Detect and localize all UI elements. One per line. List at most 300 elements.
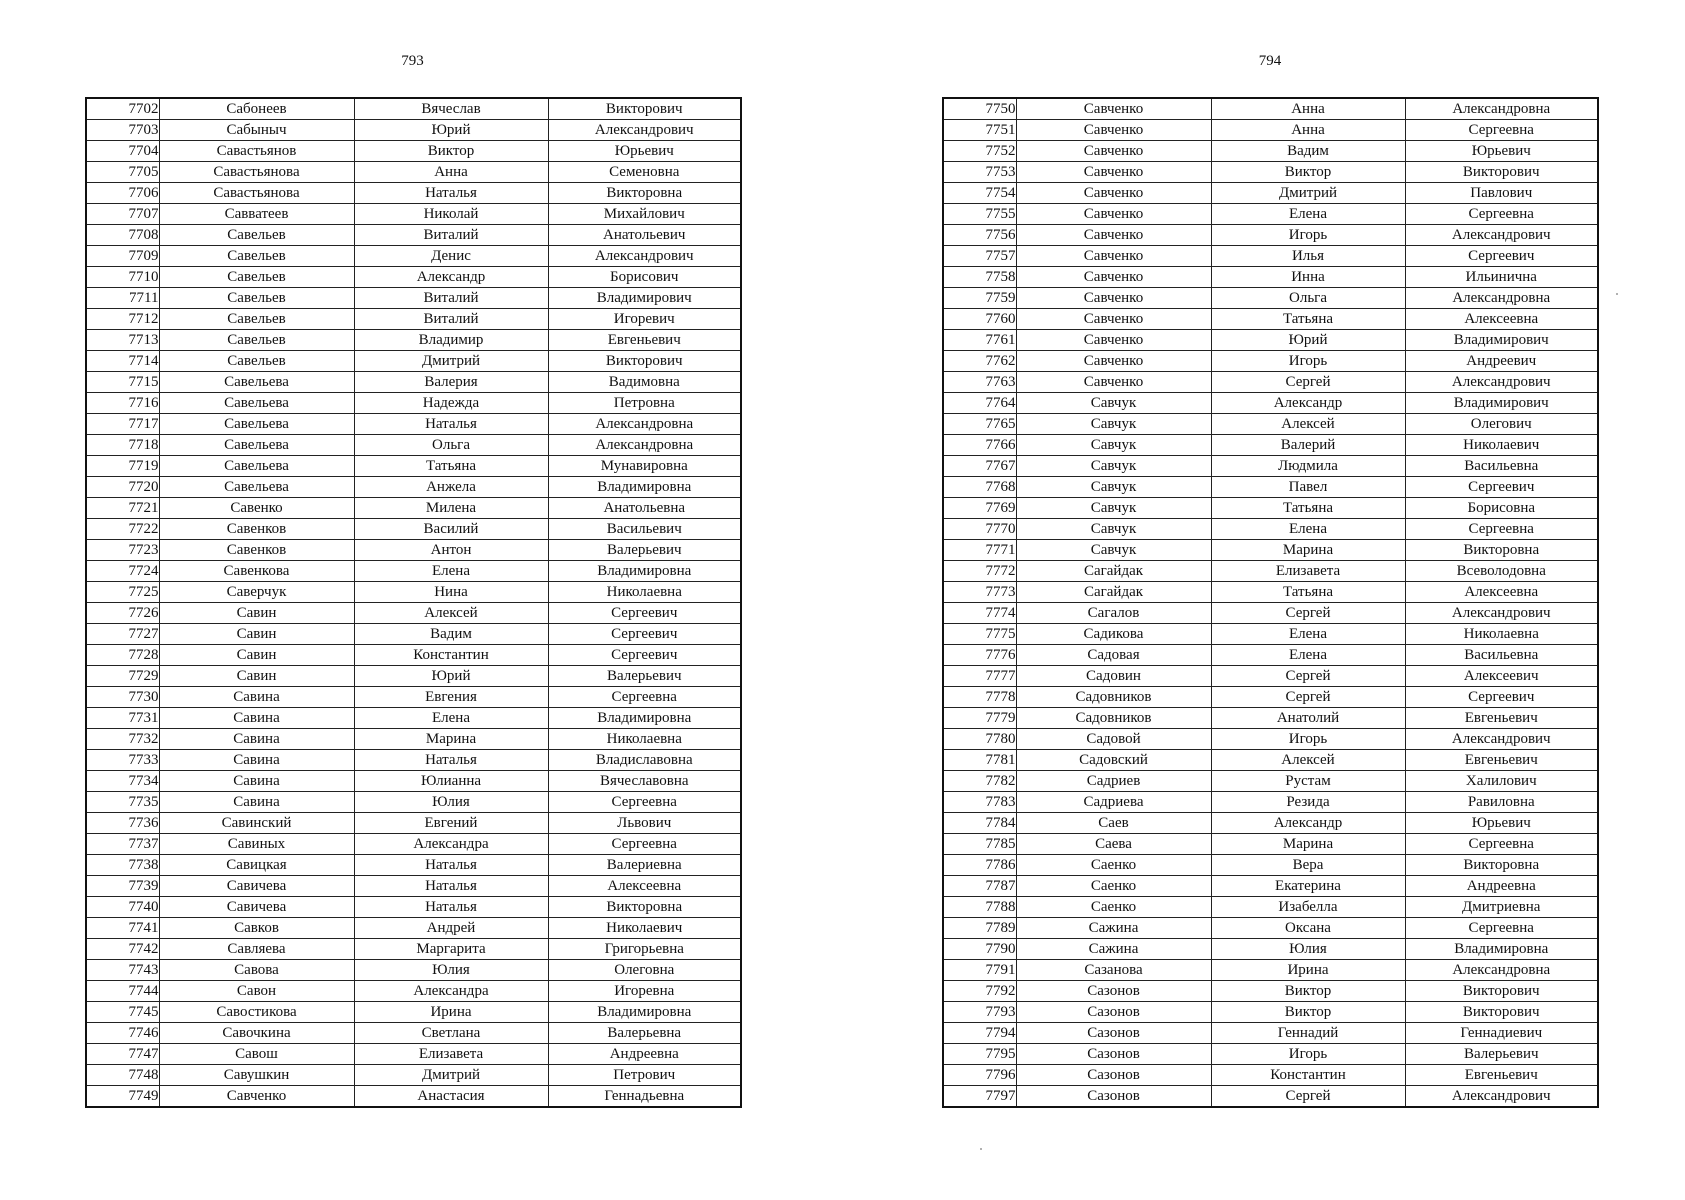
cell-surname: Садовой	[1016, 729, 1211, 750]
cell-patronymic: Викторовна	[1405, 855, 1598, 876]
cell-surname: Сазанова	[1016, 960, 1211, 981]
cell-patronymic: Валериевна	[548, 855, 741, 876]
cell-surname: Савченко	[1016, 204, 1211, 225]
cell-patronymic: Алексеевна	[1405, 309, 1598, 330]
table-row	[943, 708, 1598, 729]
cell-first-name: Вячеслав	[354, 98, 548, 120]
cell-number: 7721	[86, 498, 159, 519]
cell-first-name: Владимир	[354, 330, 548, 351]
cell-first-name: Геннадий	[1211, 1023, 1405, 1044]
cell-number: 7738	[86, 855, 159, 876]
table-row	[86, 687, 741, 708]
table-row	[86, 561, 741, 582]
cell-patronymic: Сергеевич	[548, 645, 741, 666]
cell-number: 7797	[943, 1086, 1016, 1108]
cell-surname: Савочкина	[159, 1023, 354, 1044]
cell-surname: Савичева	[159, 897, 354, 918]
cell-surname: Савченко	[1016, 309, 1211, 330]
table-row	[86, 540, 741, 561]
cell-patronymic: Вадимовна	[548, 372, 741, 393]
table-row	[943, 813, 1598, 834]
cell-surname: Савченко	[1016, 246, 1211, 267]
cell-patronymic: Алексеевна	[548, 876, 741, 897]
cell-surname: Саенко	[1016, 876, 1211, 897]
cell-surname: Савиных	[159, 834, 354, 855]
table-row	[86, 519, 741, 540]
cell-surname: Савинский	[159, 813, 354, 834]
table-row	[86, 771, 741, 792]
cell-first-name: Елена	[354, 708, 548, 729]
cell-first-name: Игорь	[1211, 729, 1405, 750]
cell-first-name: Наталья	[354, 876, 548, 897]
cell-first-name: Оксана	[1211, 918, 1405, 939]
cell-patronymic: Владимирович	[1405, 393, 1598, 414]
table-row	[86, 1023, 741, 1044]
cell-number: 7751	[943, 120, 1016, 141]
cell-first-name: Рустам	[1211, 771, 1405, 792]
cell-first-name: Виталий	[354, 288, 548, 309]
cell-number: 7732	[86, 729, 159, 750]
cell-patronymic: Александрович	[548, 246, 741, 267]
cell-surname: Савчук	[1016, 414, 1211, 435]
table-row	[86, 98, 741, 120]
cell-number: 7709	[86, 246, 159, 267]
cell-patronymic: Сергеевич	[1405, 687, 1598, 708]
table-row	[86, 477, 741, 498]
cell-first-name: Юлия	[354, 960, 548, 981]
table-row	[943, 162, 1598, 183]
cell-patronymic: Григорьевна	[548, 939, 741, 960]
cell-surname: Саев	[1016, 813, 1211, 834]
cell-first-name: Вера	[1211, 855, 1405, 876]
cell-patronymic: Семеновна	[548, 162, 741, 183]
cell-first-name: Елена	[1211, 519, 1405, 540]
table-row	[86, 981, 741, 1002]
table-row	[943, 750, 1598, 771]
cell-first-name: Виктор	[354, 141, 548, 162]
cell-patronymic: Геннадьевна	[548, 1086, 741, 1108]
cell-patronymic: Евгеньевич	[548, 330, 741, 351]
cell-number: 7739	[86, 876, 159, 897]
cell-number: 7796	[943, 1065, 1016, 1086]
cell-surname: Савчук	[1016, 540, 1211, 561]
cell-surname: Савельев	[159, 309, 354, 330]
cell-surname: Садриев	[1016, 771, 1211, 792]
table-row	[86, 498, 741, 519]
cell-number: 7718	[86, 435, 159, 456]
table-row	[943, 288, 1598, 309]
cell-first-name: Анна	[354, 162, 548, 183]
cell-patronymic: Владимировна	[548, 477, 741, 498]
cell-number: 7735	[86, 792, 159, 813]
table-row	[943, 393, 1598, 414]
cell-patronymic: Владимировна	[548, 708, 741, 729]
cell-patronymic: Владиславовна	[548, 750, 741, 771]
table-row	[943, 687, 1598, 708]
table-row	[86, 897, 741, 918]
cell-first-name: Наталья	[354, 414, 548, 435]
cell-first-name: Анжела	[354, 477, 548, 498]
cell-number: 7711	[86, 288, 159, 309]
table-row	[943, 897, 1598, 918]
cell-number: 7795	[943, 1044, 1016, 1065]
cell-surname: Савельева	[159, 477, 354, 498]
cell-patronymic: Халилович	[1405, 771, 1598, 792]
cell-surname: Сазонов	[1016, 981, 1211, 1002]
cell-surname: Сазонов	[1016, 1044, 1211, 1065]
cell-patronymic: Евгеньевич	[1405, 750, 1598, 771]
cell-surname: Сабонеев	[159, 98, 354, 120]
cell-surname: Савчук	[1016, 477, 1211, 498]
roster-table-body	[86, 98, 741, 1107]
table-row	[86, 918, 741, 939]
cell-number: 7746	[86, 1023, 159, 1044]
table-row	[86, 666, 741, 687]
cell-patronymic: Васильевна	[1405, 645, 1598, 666]
cell-patronymic: Борисович	[548, 267, 741, 288]
cell-number: 7708	[86, 225, 159, 246]
cell-surname: Савастьянов	[159, 141, 354, 162]
cell-surname: Савченко	[1016, 372, 1211, 393]
cell-surname: Савчук	[1016, 498, 1211, 519]
cell-patronymic: Александровна	[548, 435, 741, 456]
table-row	[943, 246, 1598, 267]
cell-patronymic: Юрьевич	[1405, 813, 1598, 834]
cell-surname: Саенко	[1016, 897, 1211, 918]
cell-patronymic: Равиловна	[1405, 792, 1598, 813]
cell-first-name: Сергей	[1211, 1086, 1405, 1108]
table-row	[86, 351, 741, 372]
cell-number: 7726	[86, 603, 159, 624]
cell-first-name: Василий	[354, 519, 548, 540]
cell-number: 7789	[943, 918, 1016, 939]
table-row	[943, 729, 1598, 750]
cell-number: 7780	[943, 729, 1016, 750]
cell-surname: Садовников	[1016, 687, 1211, 708]
cell-patronymic: Юрьевич	[1405, 141, 1598, 162]
cell-number: 7706	[86, 183, 159, 204]
cell-surname: Савельева	[159, 372, 354, 393]
table-row	[943, 1044, 1598, 1065]
cell-first-name: Александр	[354, 267, 548, 288]
table-row	[86, 834, 741, 855]
cell-surname: Савельев	[159, 246, 354, 267]
cell-patronymic: Сергеевна	[548, 834, 741, 855]
cell-patronymic: Александрович	[1405, 225, 1598, 246]
cell-first-name: Нина	[354, 582, 548, 603]
cell-patronymic: Андреевна	[1405, 876, 1598, 897]
cell-number: 7714	[86, 351, 159, 372]
cell-number: 7705	[86, 162, 159, 183]
table-row	[943, 960, 1598, 981]
cell-patronymic: Алексеевич	[1405, 666, 1598, 687]
cell-number: 7781	[943, 750, 1016, 771]
cell-patronymic: Викторович	[548, 98, 741, 120]
cell-number: 7756	[943, 225, 1016, 246]
table-row	[943, 582, 1598, 603]
cell-surname: Савенков	[159, 519, 354, 540]
cell-surname: Савастьянова	[159, 183, 354, 204]
cell-patronymic: Сергеевна	[1405, 519, 1598, 540]
cell-first-name: Елена	[1211, 624, 1405, 645]
cell-patronymic: Васильевна	[1405, 456, 1598, 477]
cell-first-name: Наталья	[354, 855, 548, 876]
cell-surname: Савина	[159, 729, 354, 750]
cell-surname: Савин	[159, 603, 354, 624]
cell-patronymic: Сергеевна	[548, 792, 741, 813]
cell-number: 7744	[86, 981, 159, 1002]
cell-patronymic: Александрович	[548, 120, 741, 141]
cell-number: 7784	[943, 813, 1016, 834]
cell-first-name: Виталий	[354, 225, 548, 246]
table-row	[86, 813, 741, 834]
cell-number: 7722	[86, 519, 159, 540]
table-row	[86, 750, 741, 771]
cell-patronymic: Андреевна	[548, 1044, 741, 1065]
cell-number: 7764	[943, 393, 1016, 414]
page-number: 793	[401, 53, 424, 69]
cell-patronymic: Викторовна	[1405, 540, 1598, 561]
table-row	[86, 435, 741, 456]
cell-number: 7703	[86, 120, 159, 141]
cell-patronymic: Сергеевна	[1405, 120, 1598, 141]
cell-first-name: Татьяна	[1211, 582, 1405, 603]
cell-first-name: Валерий	[1211, 435, 1405, 456]
cell-number: 7767	[943, 456, 1016, 477]
table-row	[943, 624, 1598, 645]
table-row	[943, 204, 1598, 225]
cell-patronymic: Павлович	[1405, 183, 1598, 204]
cell-surname: Савляева	[159, 939, 354, 960]
cell-surname: Савенко	[159, 498, 354, 519]
cell-number: 7745	[86, 1002, 159, 1023]
cell-patronymic: Сергеевна	[548, 687, 741, 708]
table-row	[86, 141, 741, 162]
cell-first-name: Екатерина	[1211, 876, 1405, 897]
cell-number: 7765	[943, 414, 1016, 435]
table-row	[943, 981, 1598, 1002]
cell-first-name: Алексей	[1211, 414, 1405, 435]
table-row	[86, 183, 741, 204]
cell-first-name: Игорь	[1211, 351, 1405, 372]
cell-number: 7759	[943, 288, 1016, 309]
cell-surname: Сагалов	[1016, 603, 1211, 624]
cell-number: 7761	[943, 330, 1016, 351]
cell-surname: Сазонов	[1016, 1065, 1211, 1086]
cell-first-name: Евгений	[354, 813, 548, 834]
cell-surname: Савина	[159, 750, 354, 771]
table-row	[943, 120, 1598, 141]
table-row	[943, 834, 1598, 855]
cell-surname: Савенков	[159, 540, 354, 561]
cell-surname: Сазонов	[1016, 1002, 1211, 1023]
table-row	[86, 456, 741, 477]
cell-patronymic: Николаевна	[548, 582, 741, 603]
cell-number: 7734	[86, 771, 159, 792]
cell-first-name: Вадим	[354, 624, 548, 645]
table-row	[943, 666, 1598, 687]
cell-first-name: Илья	[1211, 246, 1405, 267]
cell-patronymic: Викторович	[1405, 162, 1598, 183]
cell-first-name: Елена	[1211, 204, 1405, 225]
cell-surname: Савин	[159, 624, 354, 645]
cell-surname: Савченко	[1016, 98, 1211, 120]
cell-first-name: Ирина	[354, 1002, 548, 1023]
scan-speck	[980, 1148, 982, 1150]
cell-patronymic: Андреевич	[1405, 351, 1598, 372]
table-row	[943, 939, 1598, 960]
cell-surname: Савельев	[159, 288, 354, 309]
table-row	[86, 204, 741, 225]
cell-number: 7791	[943, 960, 1016, 981]
cell-patronymic: Викторович	[1405, 1002, 1598, 1023]
cell-patronymic: Сергеевич	[548, 603, 741, 624]
cell-surname: Сабыныч	[159, 120, 354, 141]
cell-patronymic: Валерьевна	[548, 1023, 741, 1044]
cell-first-name: Татьяна	[1211, 498, 1405, 519]
cell-patronymic: Сергеевич	[1405, 477, 1598, 498]
cell-patronymic: Александрович	[1405, 372, 1598, 393]
cell-first-name: Анна	[1211, 120, 1405, 141]
table-row	[86, 624, 741, 645]
roster-table	[85, 97, 742, 1108]
cell-number: 7753	[943, 162, 1016, 183]
cell-surname: Савчук	[1016, 435, 1211, 456]
cell-patronymic: Николаевна	[1405, 624, 1598, 645]
table-row	[943, 372, 1598, 393]
cell-number: 7790	[943, 939, 1016, 960]
cell-number: 7717	[86, 414, 159, 435]
cell-surname: Савельев	[159, 225, 354, 246]
cell-first-name: Виктор	[1211, 1002, 1405, 1023]
table-row	[86, 267, 741, 288]
cell-first-name: Виталий	[354, 309, 548, 330]
cell-surname: Савош	[159, 1044, 354, 1065]
cell-patronymic: Викторовна	[548, 897, 741, 918]
cell-patronymic: Борисовна	[1405, 498, 1598, 519]
cell-surname: Савельев	[159, 351, 354, 372]
cell-first-name: Евгения	[354, 687, 548, 708]
cell-patronymic: Сергеевна	[1405, 204, 1598, 225]
table-row	[943, 1002, 1598, 1023]
cell-patronymic: Сергеевич	[1405, 246, 1598, 267]
cell-first-name: Юлия	[354, 792, 548, 813]
cell-patronymic: Николаевич	[1405, 435, 1598, 456]
cell-patronymic: Сергеевна	[1405, 834, 1598, 855]
cell-patronymic: Викторович	[1405, 981, 1598, 1002]
cell-number: 7773	[943, 582, 1016, 603]
cell-surname: Савченко	[1016, 141, 1211, 162]
cell-number: 7750	[943, 98, 1016, 120]
cell-surname: Савастьянова	[159, 162, 354, 183]
table-row	[86, 246, 741, 267]
table-row	[86, 1002, 741, 1023]
cell-first-name: Антон	[354, 540, 548, 561]
cell-surname: Саенко	[1016, 855, 1211, 876]
cell-number: 7715	[86, 372, 159, 393]
cell-number: 7782	[943, 771, 1016, 792]
cell-surname: Савицкая	[159, 855, 354, 876]
cell-surname: Савчук	[1016, 456, 1211, 477]
cell-number: 7742	[86, 939, 159, 960]
cell-number: 7710	[86, 267, 159, 288]
cell-first-name: Ольга	[1211, 288, 1405, 309]
cell-surname: Сазонов	[1016, 1023, 1211, 1044]
cell-surname: Савельева	[159, 435, 354, 456]
table-row	[943, 1086, 1598, 1108]
table-row	[943, 918, 1598, 939]
cell-surname: Савченко	[1016, 330, 1211, 351]
cell-first-name: Денис	[354, 246, 548, 267]
cell-first-name: Надежда	[354, 393, 548, 414]
cell-patronymic: Александрович	[1405, 603, 1598, 624]
cell-first-name: Светлана	[354, 1023, 548, 1044]
cell-number: 7787	[943, 876, 1016, 897]
cell-surname: Садриева	[1016, 792, 1211, 813]
cell-patronymic: Валерьевич	[548, 666, 741, 687]
table-row	[86, 645, 741, 666]
cell-first-name: Юрий	[354, 120, 548, 141]
cell-first-name: Юлия	[1211, 939, 1405, 960]
cell-patronymic: Васильевич	[548, 519, 741, 540]
table-row	[86, 939, 741, 960]
cell-number: 7731	[86, 708, 159, 729]
table-row	[943, 351, 1598, 372]
table-row	[86, 960, 741, 981]
cell-surname: Савина	[159, 771, 354, 792]
table-row	[943, 183, 1598, 204]
cell-number: 7754	[943, 183, 1016, 204]
table-row	[943, 98, 1598, 120]
table-row	[86, 120, 741, 141]
cell-number: 7783	[943, 792, 1016, 813]
cell-number: 7737	[86, 834, 159, 855]
cell-number: 7786	[943, 855, 1016, 876]
cell-first-name: Марина	[1211, 540, 1405, 561]
cell-first-name: Наталья	[354, 750, 548, 771]
cell-surname: Савченко	[1016, 351, 1211, 372]
cell-number: 7743	[86, 960, 159, 981]
cell-surname: Савченко	[1016, 267, 1211, 288]
cell-patronymic: Анатольевна	[548, 498, 741, 519]
cell-patronymic: Сергеевна	[1405, 918, 1598, 939]
cell-surname: Савчук	[1016, 393, 1211, 414]
cell-surname: Саверчук	[159, 582, 354, 603]
cell-surname: Савова	[159, 960, 354, 981]
cell-number: 7728	[86, 645, 159, 666]
cell-surname: Савичева	[159, 876, 354, 897]
cell-first-name: Валерия	[354, 372, 548, 393]
cell-surname: Садовский	[1016, 750, 1211, 771]
table-row	[86, 603, 741, 624]
table-row	[86, 1065, 741, 1086]
table-row	[86, 309, 741, 330]
cell-number: 7725	[86, 582, 159, 603]
table-row	[943, 477, 1598, 498]
cell-number: 7755	[943, 204, 1016, 225]
cell-patronymic: Геннадиевич	[1405, 1023, 1598, 1044]
cell-number: 7770	[943, 519, 1016, 540]
cell-patronymic: Олегович	[1405, 414, 1598, 435]
cell-patronymic: Анатольевич	[548, 225, 741, 246]
cell-patronymic: Вячеславовна	[548, 771, 741, 792]
cell-surname: Сагайдак	[1016, 582, 1211, 603]
table-row	[86, 708, 741, 729]
table-row	[86, 876, 741, 897]
cell-surname: Савчук	[1016, 519, 1211, 540]
cell-number: 7749	[86, 1086, 159, 1108]
cell-number: 7702	[86, 98, 159, 120]
